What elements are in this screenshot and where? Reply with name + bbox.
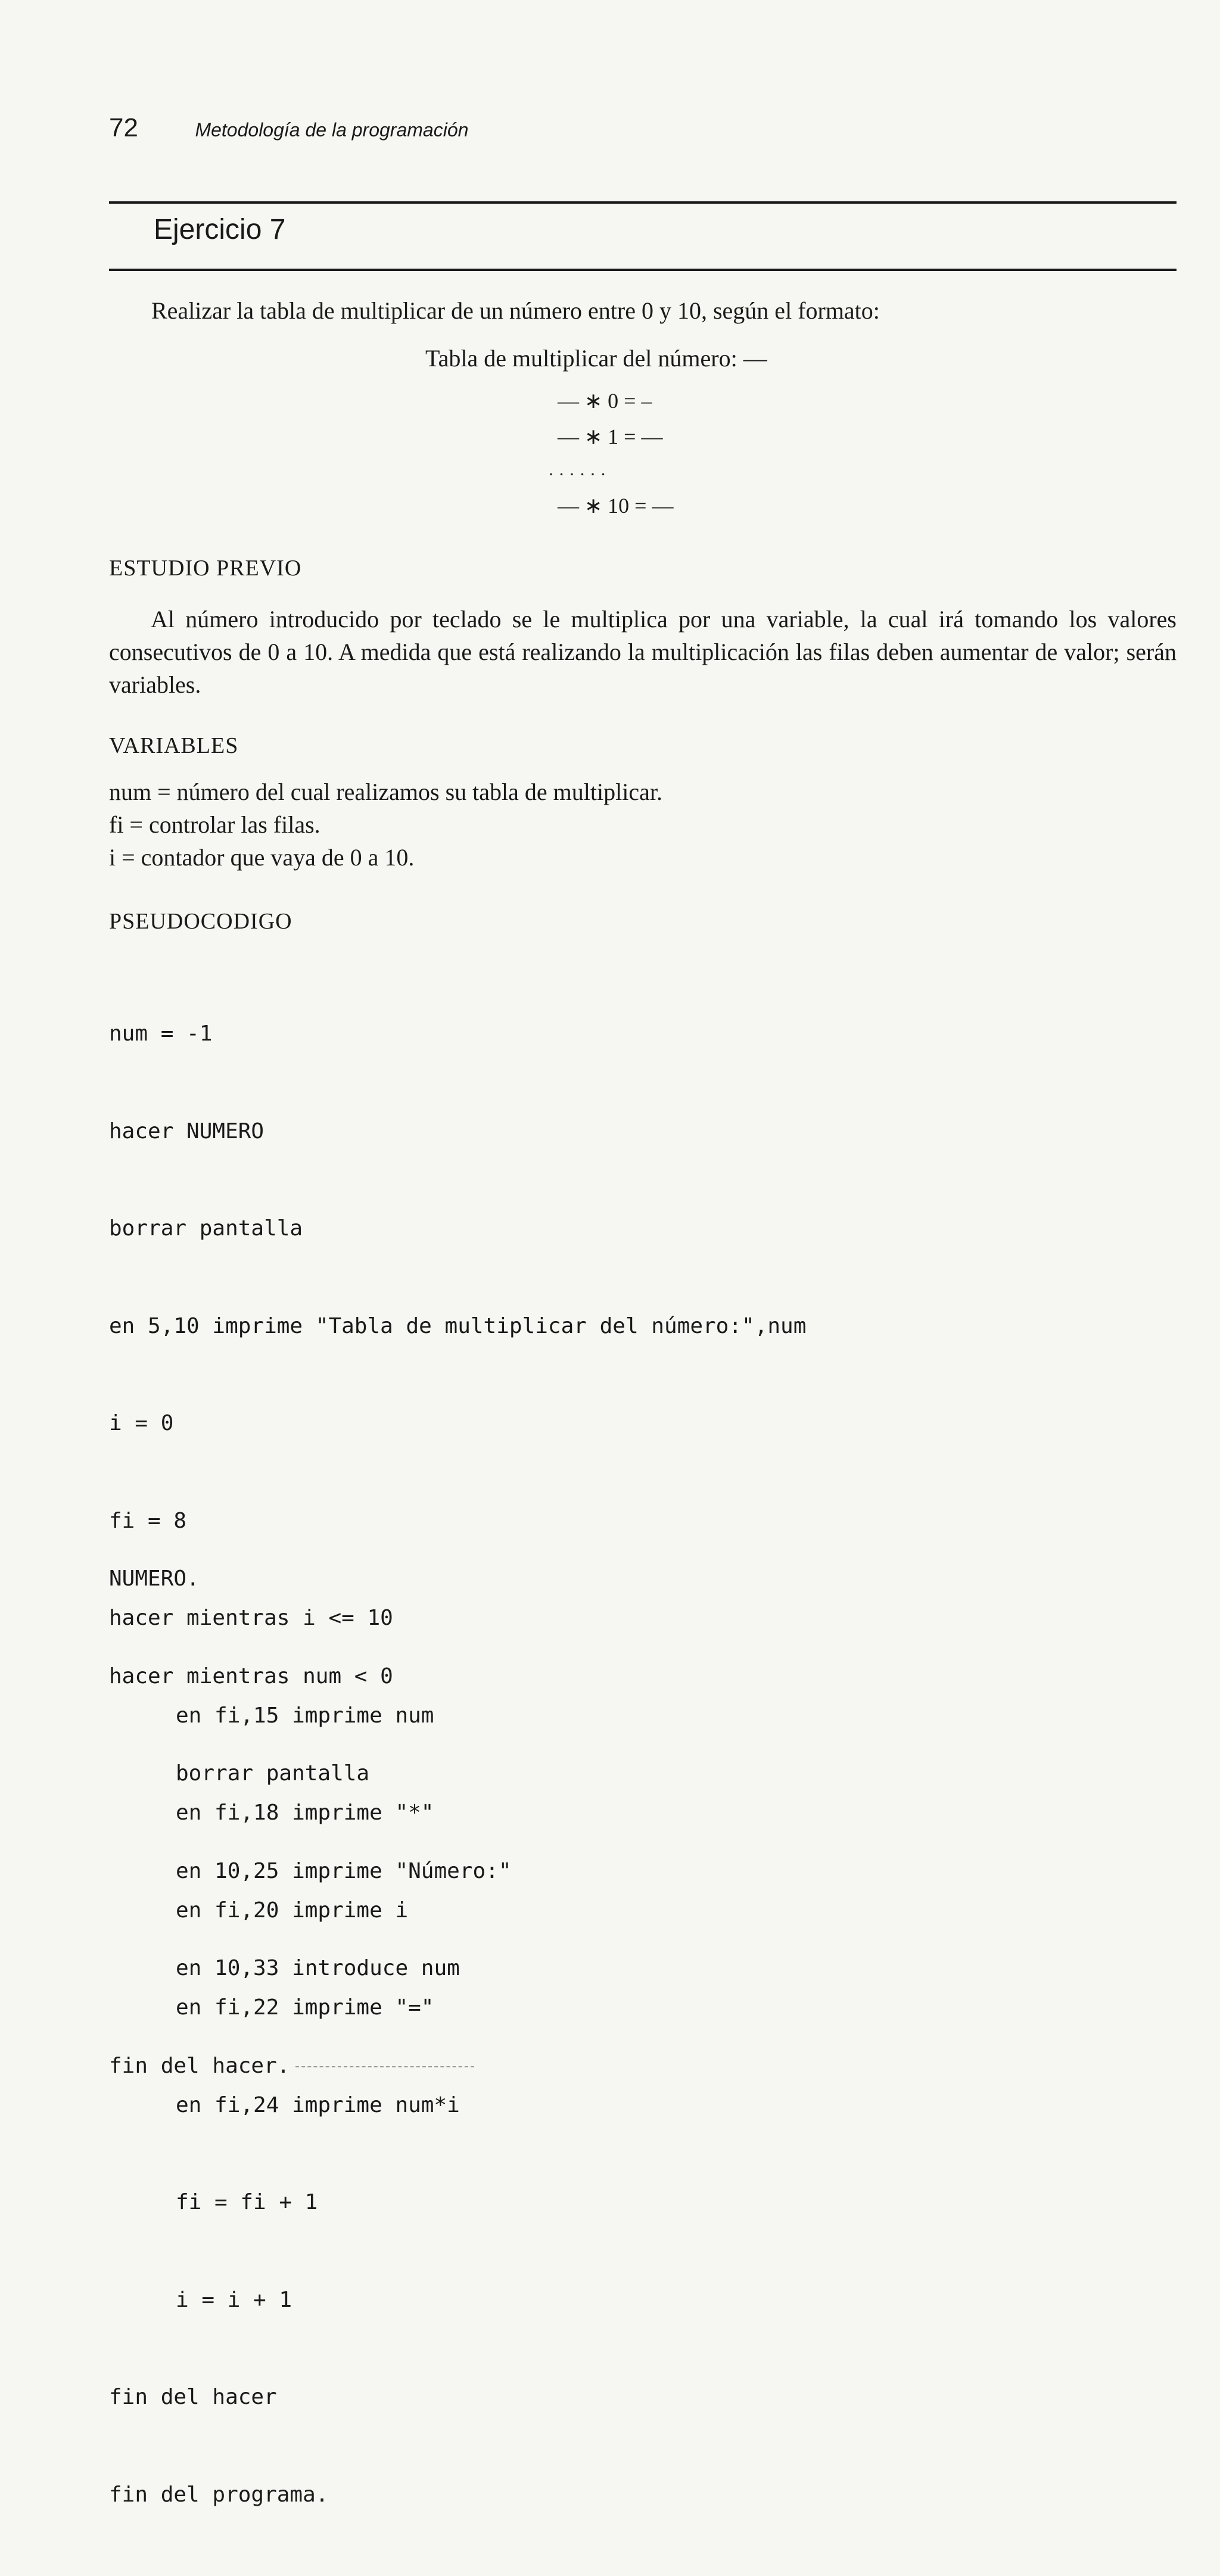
estudio-previo-heading: ESTUDIO PREVIO (109, 556, 302, 581)
format-line: –– ∗ 0 = – (558, 389, 652, 413)
variable-item-fi: fi = controlar las filas. (109, 811, 320, 838)
code-line: hacer mientras i <= 10 (109, 1606, 393, 1630)
code-line: en fi,20 imprime i (176, 1898, 409, 1923)
code-line: en fi,22 imprime "=" (176, 1995, 434, 2020)
variable-item-i: i = contador que vaya de 0 a 10. (109, 844, 415, 871)
code-line: NUMERO. (109, 1566, 200, 1591)
code-line: en 10,33 introduce num (176, 1956, 460, 1980)
trailing-rule (295, 2066, 474, 2067)
book-title: Metodología de la programación (195, 119, 469, 141)
page-header (109, 113, 468, 143)
exercise-statement: Realizar la tabla de multiplicar de un número entre 0 y 10, según el formato: (151, 297, 880, 324)
code-line: hacer mientras num < 0 (109, 1664, 393, 1689)
pseudocodigo-heading: PSEUDOCODIGO (109, 909, 292, 934)
pseudocode-subroutine (109, 1498, 512, 2147)
variable-item-num: num = número del cual realizamos su tabla de multiplicar. (109, 778, 662, 805)
bottom-rule (109, 269, 1177, 271)
estudio-previo-text (109, 603, 1177, 701)
exercise-title: Ejercicio 7 (154, 214, 286, 245)
code-line: i = i + 1 (176, 2287, 292, 2312)
code-line-last (109, 2050, 512, 2083)
estudio-previo-paragraph: Al número introducido por teclado se le multiplica por una variable, la cual irá tomando los valores consecutivos de 0 a 10. A medida que está realizando la multiplicación las filas deben aumentar de valor; serán variables. (109, 606, 1177, 698)
format-ellipsis: · · · · · · (548, 465, 606, 484)
code-line: fin del programa. (109, 2482, 329, 2507)
code-line: i = 0 (109, 1411, 174, 1435)
code-line: en 10,25 imprime "Número:" (176, 1858, 512, 1883)
code-line: fin del hacer (109, 2385, 277, 2409)
variables-list (109, 775, 662, 874)
code-line: fi = fi + 1 (176, 2190, 318, 2214)
code-line: hacer NUMERO (109, 1119, 264, 1144)
code-line: en fi,15 imprime num (176, 1703, 434, 1728)
code-line: en fi,18 imprime "*" (176, 1801, 434, 1825)
code-line: borrar pantalla (176, 1761, 370, 1786)
format-line: –– ∗ 10 = –– (558, 494, 674, 518)
top-rule (109, 201, 1177, 204)
code-line: en fi,24 imprime num*i (176, 2092, 460, 2117)
code-line: borrar pantalla (109, 1216, 303, 1241)
code-line: fin del hacer. (109, 2053, 290, 2078)
format-line: –– ∗ 1 = –– (558, 425, 663, 448)
code-line: num = -1 (109, 1021, 213, 1046)
variables-heading: VARIABLES (109, 733, 239, 758)
page-number: 72 (109, 113, 138, 142)
code-line: fi = 8 (109, 1508, 187, 1533)
code-line: en 5,10 imprime "Tabla de multiplicar del número:",num (109, 1313, 807, 1338)
format-title: Tabla de multiplicar del número: –– (425, 345, 767, 372)
